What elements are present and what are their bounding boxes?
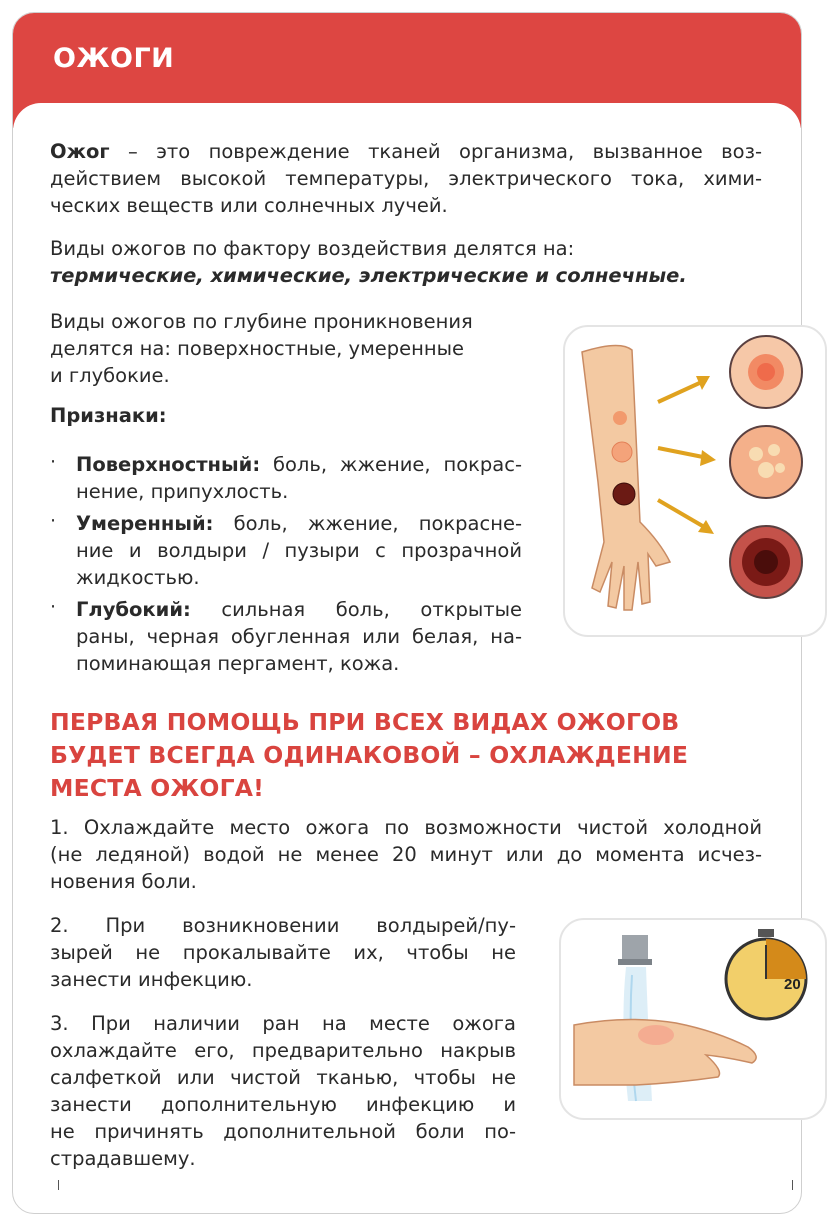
bullet-3: · <box>50 596 57 618</box>
sign-2-line-2: ние и волдыри / пузыри с прозрачной <box>76 539 522 562</box>
cooling-illustration <box>556 915 830 1125</box>
first-aid-heading-line-1: ПЕРВАЯ ПОМОЩЬ ПРИ ВСЕХ ВИДАХ ОЖОГОВ <box>50 708 680 736</box>
sign-1-name: Поверхностный: <box>76 453 261 476</box>
sign-3-name: Глубокий: <box>76 598 191 621</box>
step-1-line-3: новения боли. <box>50 870 197 893</box>
sign-3-text: сильная боль, открытые <box>190 598 522 621</box>
factors-lead: Виды ожогов по фактору воздействия делятся на: <box>50 237 575 260</box>
sign-3-line-3: поминающая пергамент, кожа. <box>76 652 400 675</box>
step-2-line-2: зырей не прокалывайте их, чтобы не <box>50 941 516 964</box>
sign-1-text: боль, жжение, покрас- <box>260 453 522 476</box>
step-2-line-3: занести инфекцию. <box>50 968 253 991</box>
sign-2-text: боль, жжение, покрасне- <box>213 512 522 535</box>
sign-1-line-2: нение, припухлость. <box>76 480 289 503</box>
factors-list: термические, химические, электрические и солнечные. <box>50 264 687 287</box>
sign-2-line-3: жидкостью. <box>76 566 200 589</box>
sign-3-line-2: раны, черная обугленная или белая, на- <box>76 625 522 648</box>
step-2-line-1: 2. При возникновении волдырей/пу- <box>50 914 516 937</box>
burn-spot-superficial <box>613 411 627 425</box>
first-aid-heading-line-2: БУДЕТ ВСЕГДА ОДИНАКОВОЙ – ОХЛАЖДЕНИЕ <box>50 741 689 769</box>
depth-line-2: делятся на: поверхностные, умеренные <box>50 337 465 360</box>
step-3-line-3: салфеткой или чистой тканью, чтобы не <box>50 1066 516 1089</box>
bullet-1: · <box>50 451 57 473</box>
faucet-icon <box>618 935 652 965</box>
step-1-line-2: (не ледяной) водой не менее 20 минут или до момента исчез- <box>50 843 762 866</box>
depth-line-1: Виды ожогов по глубине проникновения <box>50 310 473 333</box>
depth-line-3: и глубокие. <box>50 364 170 387</box>
step-3-line-2: охлаждайте его, предварительно накрыв <box>50 1039 516 1062</box>
intro-line-1-rest: – это повреждение тканей организма, вызванное воз- <box>109 140 762 163</box>
bullet-2: · <box>50 510 57 532</box>
step-3-line-5: не причинять дополнительной боли по- <box>50 1120 516 1143</box>
burn-spot-moderate <box>612 442 632 462</box>
intro-line-3: ческих веществ или солнечных лучей. <box>50 194 448 217</box>
timer-value: 20 <box>784 976 801 993</box>
step-3-line-1: 3. При наличии ран на месте ожога <box>50 1012 516 1035</box>
signs-title: Признаки: <box>50 404 167 427</box>
intro-line-2: действием высокой температуры, электрического тока, хими- <box>50 167 762 190</box>
first-aid-heading-line-3: МЕСТА ОЖОГА! <box>50 774 265 802</box>
sign-2-line-1 <box>76 510 522 537</box>
intro-term: Ожог <box>50 140 110 163</box>
step-3-line-6: страдавшему. <box>50 1147 196 1170</box>
sign-3-line-1 <box>76 596 522 623</box>
intro-line-1 <box>50 138 762 165</box>
burn-spot-deep <box>613 483 635 505</box>
crop-mark-right <box>792 1180 793 1190</box>
page-title: ОЖОГИ <box>53 43 175 74</box>
sign-1-line-1 <box>76 451 522 478</box>
step-3-line-4: занести дополнительную инфекцию и <box>50 1093 516 1116</box>
crop-mark-left <box>58 1180 59 1190</box>
first-aid-heading <box>50 706 770 805</box>
burn-degrees-illustration <box>560 322 830 642</box>
sign-2-name: Умеренный: <box>76 512 214 535</box>
step-1-line-1: 1. Охлаждайте место ожога по возможности чистой холодной <box>50 816 762 839</box>
